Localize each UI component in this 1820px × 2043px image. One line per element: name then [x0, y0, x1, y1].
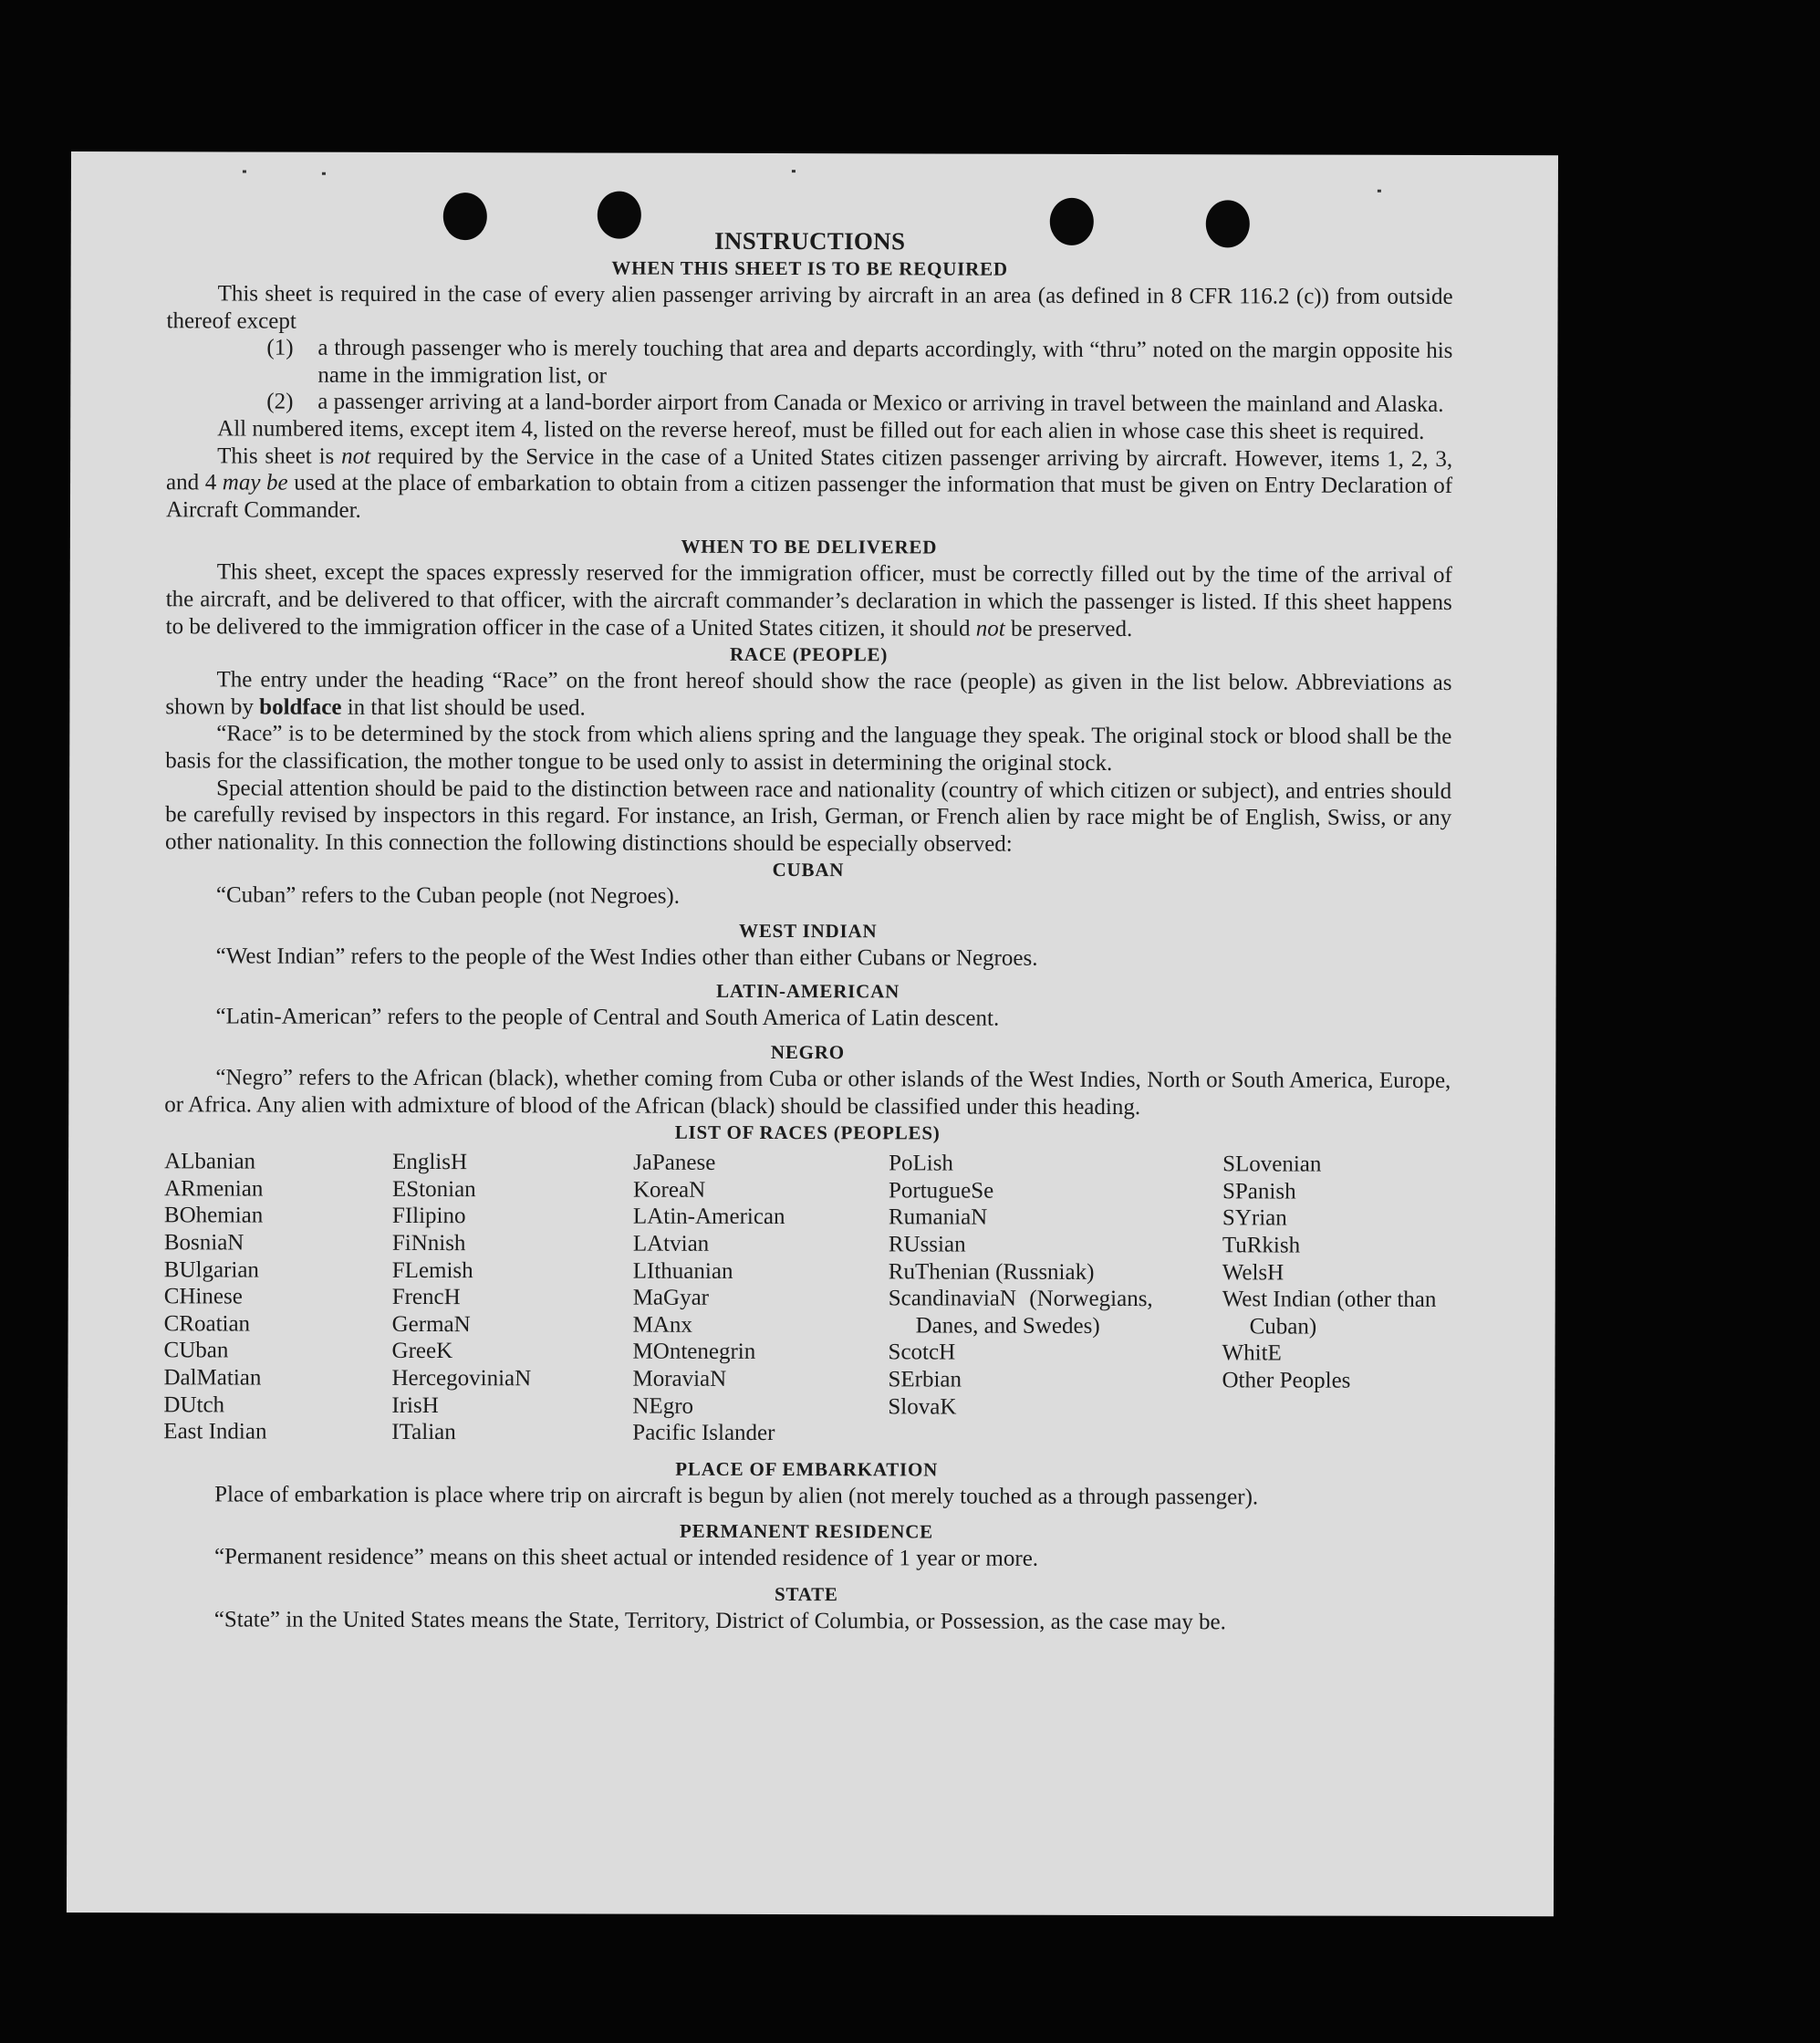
race-entry: PoLish — [889, 1151, 953, 1176]
item-number: (2) — [266, 389, 294, 415]
race-entry: ScotcH — [888, 1339, 956, 1365]
race-entry: IrisH — [391, 1392, 439, 1418]
race-entry: CHinese — [163, 1284, 243, 1309]
paragraph — [165, 666, 1451, 724]
race-entry: SPanish — [1222, 1179, 1296, 1204]
race-entry: SYrian — [1222, 1205, 1287, 1231]
text-run: This sheet is — [217, 443, 342, 469]
heading-permanent-residence: PERMANENT RESIDENCE — [680, 1520, 934, 1543]
text-run: in that list should be used. — [341, 694, 586, 721]
document-sheet — [67, 151, 1558, 1916]
race-entry: EStonian — [391, 1176, 476, 1203]
paragraph — [166, 443, 1452, 526]
race-entry: FIlipino — [391, 1204, 466, 1229]
race-entry: DUtch — [163, 1392, 225, 1418]
heading-place-of-embarkation: PLACE OF EMBARKATION — [675, 1457, 939, 1481]
race-entry: MaGyar — [632, 1285, 710, 1311]
races-column — [888, 1151, 1153, 1448]
race-entry: BUlgarian — [163, 1256, 259, 1283]
race-entry: SLovenian — [1222, 1152, 1322, 1177]
heading-latin-american: LATIN-AMERICAN — [716, 980, 900, 1003]
heading-when-delivered: WHEN TO BE DELIVERED — [681, 536, 938, 558]
emphasis: not — [975, 616, 1005, 641]
race-entry: MOntenegrin — [632, 1339, 756, 1365]
race-entry: LAtin-American — [632, 1204, 785, 1230]
race-entry: NEgro — [632, 1393, 694, 1419]
race-entry: Pacific Islander — [632, 1420, 775, 1446]
race-entry: WhitE — [1222, 1340, 1282, 1366]
paragraph: Special attention should be paid to the distinction between race and nationality (country of which citizen or subject), and entries should be carefully revised by inspectors in this regard. For instance, an Irish, German, or French alien by race might be of English, Swiss, or any other nationality. In this connection the following distinctions should be especially observed: — [164, 775, 1452, 857]
race-entry: SlovaK — [888, 1393, 957, 1420]
race-entry: ITalian — [391, 1420, 456, 1445]
paragraph: This sheet is required in the case of every alien passenger arriving by aircraft in an area (as defined in 8 CFR 116.2 (c)) from outside thereof except — [166, 281, 1453, 334]
race-entry: BOhemian — [163, 1203, 264, 1228]
text-run: This sheet, except the spaces expressly reserved for the immigration officer, must be correctly filled out by the time of the arrival of the aircraft, and be delivered to that officer, with the aircraft commander’s declaration in which the passenger is listed. If this sheet happens to be delivered to the immigration officer in the case of a United States citizen, it should — [165, 559, 1452, 641]
instructions-content — [163, 224, 1453, 1636]
race-entry: PortugueSe — [888, 1178, 994, 1204]
speck — [1378, 190, 1381, 193]
race-entry: FrencH — [391, 1285, 461, 1310]
race-entry: GreeK — [391, 1339, 453, 1364]
text-run: used at the place of embarkation to obtain from a citizen passenger the information that must be given on Entry Declaration of Aircraft Commander. — [165, 470, 1453, 523]
race-entry: RumaniaN — [888, 1204, 988, 1231]
races-column — [632, 1150, 889, 1447]
race-entry: CRoatian — [163, 1311, 251, 1337]
race-entry: WelsH — [1222, 1259, 1284, 1286]
races-column — [163, 1149, 392, 1446]
race-entry: DalMatian — [163, 1365, 262, 1391]
list-item — [266, 389, 1452, 419]
race-entry: RuThenian (Russniak) — [888, 1258, 1095, 1285]
paragraph: “Cuban” refers to the Cuban people (not Negroes). — [215, 882, 681, 910]
text-run: required by the Service in the case of a United States citizen passenger arriving by aircraft. However, items 1, 2, 3, and 4 — [166, 443, 1453, 495]
heading-cuban: CUBAN — [772, 859, 845, 881]
race-entry: RUssian — [888, 1232, 966, 1257]
race-entry: LAtvian — [632, 1231, 710, 1256]
race-entry: West Indian (other than Cuban) — [1222, 1287, 1437, 1339]
speck — [792, 170, 796, 172]
text-run: be preserved. — [1004, 616, 1133, 641]
emphasis: may be — [222, 470, 288, 495]
heading-race: RACE (PEOPLE) — [729, 643, 889, 666]
text-run: The entry under the heading “Race” on the front hereof should show the race (people) as given in the list below. Abbreviations as shown by — [165, 667, 1452, 720]
speck — [322, 172, 326, 175]
paragraph: “Permanent residence” means on this sheet actual or intended residence of 1 year or more. — [213, 1544, 1039, 1572]
paragraph: All numbered items, except item 4, listed on the reverse hereof, must be filled out for each alien in whose case this sheet is required. — [217, 416, 1425, 444]
race-entry: East Indian — [163, 1419, 267, 1444]
race-entry: GermaN — [391, 1311, 471, 1337]
paragraph: Place of embarkation is place where trip on aircraft is begun by alien (not merely touched as a through passenger). — [214, 1482, 1259, 1510]
paragraph: “Race” is to be determined by the stock from which aliens spring and the language they speak. The original stock or blood shall be the basis for the classification, the mother tongue to be used only to assist in determining the original stock. — [165, 721, 1452, 776]
paragraph: “Latin-American” refers to the people of Central and South America of Latin descent. — [215, 1004, 1000, 1032]
race-entry: HercegoviniaN — [391, 1365, 532, 1392]
race-entry: EnglisH — [392, 1150, 468, 1175]
race-entry: Other Peoples — [1222, 1368, 1351, 1393]
page-title: INSTRUCTIONS — [714, 226, 906, 255]
races-column — [391, 1149, 633, 1446]
item-text: a through passenger who is merely touching that area and departs accordingly, with “thru” noted on the margin opposite his name in the immigration list, or — [317, 335, 1453, 389]
heading-negro: NEGRO — [770, 1041, 845, 1064]
races-column — [1152, 1151, 1451, 1448]
race-entry: FiNnish — [391, 1230, 466, 1256]
race-entry: MoraviaN — [632, 1366, 727, 1392]
item-number: (1) — [266, 335, 294, 360]
list-item — [266, 335, 1452, 392]
heading-when-required: WHEN THIS SHEET IS TO BE REQUIRED — [611, 256, 1008, 280]
race-entry: JaPanese — [633, 1150, 716, 1176]
emphasis: not — [341, 443, 371, 469]
paragraph — [166, 559, 1452, 643]
race-entry: KoreaN — [632, 1177, 706, 1203]
race-entry: MAnx — [632, 1312, 692, 1338]
paragraph: “Negro” refers to the African (black), whether coming from Cuba or other islands of the West Indies, North or South America, Europe, or Africa. Any alien with admixture of blood of the African (black) should be classified under this heading. — [164, 1065, 1451, 1120]
race-entry: TuRkish — [1222, 1233, 1301, 1258]
paragraph: “West Indian” refers to the people of the West Indies other than either Cubans or Negroes. — [215, 943, 1038, 971]
race-entry: CUban — [163, 1338, 229, 1363]
speck — [243, 170, 246, 172]
race-entry: FLemish — [391, 1257, 473, 1283]
race-entry: ScandinaviaN (Norwegians, Danes, and Swedes) — [888, 1286, 1153, 1339]
heading-state: STATE — [774, 1582, 838, 1606]
heading-list-of-races: LIST OF RACES (PEOPLES) — [674, 1121, 941, 1144]
race-entry: LIthuanian — [632, 1258, 733, 1284]
races-list — [163, 1149, 1451, 1449]
heading-west-indian: WEST INDIAN — [739, 919, 878, 943]
race-entry: SErbian — [888, 1367, 962, 1392]
race-entry: BosniaN — [163, 1230, 244, 1256]
paragraph: “State” in the United States means the State, Territory, District of Columbia, or Possession, as the case may be. — [213, 1607, 1226, 1635]
item-text: a passenger arriving at a land-border airport from Canada or Mexico or arriving in travel between the mainland and Alaska. — [317, 390, 1444, 418]
race-entry: ALbanian — [164, 1149, 256, 1174]
bold-text: boldface — [259, 694, 342, 720]
race-entry: ARmenian — [163, 1176, 264, 1202]
